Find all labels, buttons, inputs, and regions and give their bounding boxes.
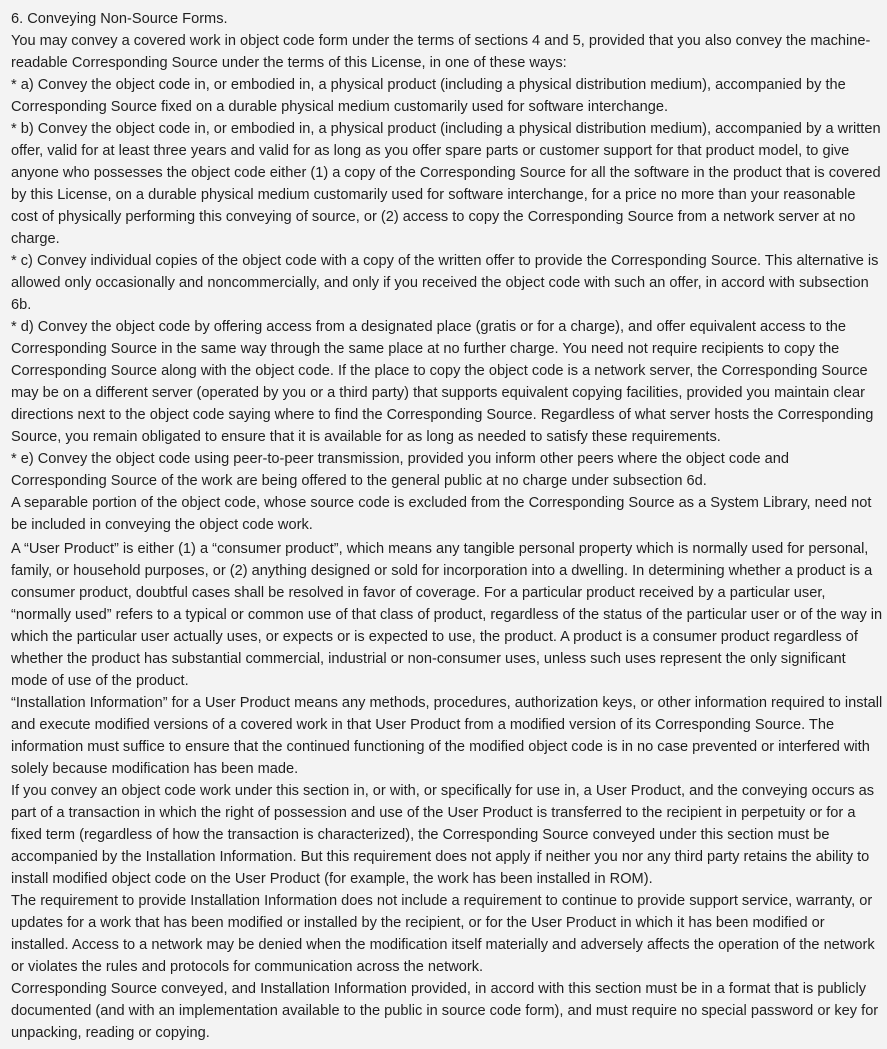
document-body [11,8,883,1044]
section-heading: 6. Conveying Non-Source Forms. [11,11,228,27]
paragraph-support-requirement: The requirement to provide Installation Information does not include a requirement to continue to provide support service, warranty, or updates for a work that has been modified or installed by the recipient, or for the User Product in which it has been modified or installed. Access to a network may be denied when the modification itself materially and adversely affects the operation of the network or violates the rules and protocols for communication across the network. [11,893,875,975]
paragraph-option-c: * c) Convey individual copies of the object code with a copy of the written offer to provide the Corresponding Source. This alternative is allowed only occasionally and noncommercially, and only if you received the object code with such an offer, in accord with subsection 6b. [11,253,879,313]
paragraph-option-e: * e) Convey the object code using peer-to-peer transmission, provided you inform other peers where the object code and Corresponding Source of the work are being offered to the general public at no charge under subsection 6d. [11,451,789,489]
paragraph-intro: You may convey a covered work in object code form under the terms of sections 4 and 5, provided that you also convey the machine-readable Corresponding Source under the terms of this License, in one of these ways: [11,33,871,71]
paragraph-option-a: * a) Convey the object code in, or embodied in, a physical product (including a physical distribution medium), accompanied by the Corresponding Source fixed on a durable physical medium customarily used for software interchange. [11,77,846,115]
paragraph-option-d: * d) Convey the object code by offering access from a designated place (gratis or for a charge), and offer equivalent access to the Corresponding Source in the same way through the same place at no further charge. You need not require recipients to copy the Corresponding Source along with the object code. If the place to copy the object code is a network server, the Corresponding Source may be on a different server (operated by you or a third party) that supports equivalent copying facilities, provided you maintain clear directions next to the object code saying where to find the Corresponding Source. Regardless of what server hosts the Corresponding Source, you remain obligated to ensure that it is available for as long as needed to satisfy these requirements. [11,319,874,445]
paragraph-format-requirement: Corresponding Source conveyed, and Installation Information provided, in accord with this section must be in a format that is publicly documented (and with an implementation available to the public in source code form), and must require no special password or key for unpacking, reading or copying. [11,981,879,1041]
paragraph-user-product: A “User Product” is either (1) a “consumer product”, which means any tangible personal property which is normally used for personal, family, or household purposes, or (2) anything designed or sold for incorporation into a dwelling. In determining whether a product is a consumer product, doubtful cases shall be resolved in favor of coverage. For a particular product received by a particular user, “normally used” refers to a typical or common use of that class of product, regardless of the status of the particular user or of the way in which the particular user actually uses, or expects or is expected to use, the product. A product is a consumer product regardless of whether the product has substantial commercial, industrial or non-consumer uses, unless such uses represent the only significant mode of use of the product. [11,541,883,689]
paragraph-option-b: * b) Convey the object code in, or embodied in, a physical product (including a physical distribution medium), accompanied by a written offer, valid for at least three years and valid for as long as you offer spare parts or customer support for that product model, to give anyone who possesses the object code either (1) a copy of the Corresponding Source for all the software in the product that is covered by this License, on a durable physical medium customarily used for software interchange, for a price no more than your reasonable cost of physically performing this conveying of source, or (2) access to copy the Corresponding Source from a network server at no charge. [11,121,881,247]
paragraph-installation-information: “Installation Information” for a User Product means any methods, procedures, authorization keys, or other information required to install and execute modified versions of a covered work in that User Product from a modified version of its Corresponding Source. The information must suffice to ensure that the continued functioning of the modified object code is in no case prevented or interfered with solely because modification has been made. [11,695,883,777]
paragraph-conveying-user-product: If you convey an object code work under this section in, or with, or specifically for use in, a User Product, and the conveying occurs as part of a transaction in which the right of possession and use of the User Product is transferred to the recipient in perpetuity or for a fixed term (regardless of how the transaction is characterized), the Corresponding Source conveyed under this section must be accompanied by the Installation Information. But this requirement does not apply if neither you nor any third party retains the ability to install modified object code on the User Product (for example, the work has been installed in ROM). [11,783,875,887]
paragraph-system-library: A separable portion of the object code, whose source code is excluded from the Corresponding Source as a System Library, need not be included in conveying the object code work. [11,495,872,533]
